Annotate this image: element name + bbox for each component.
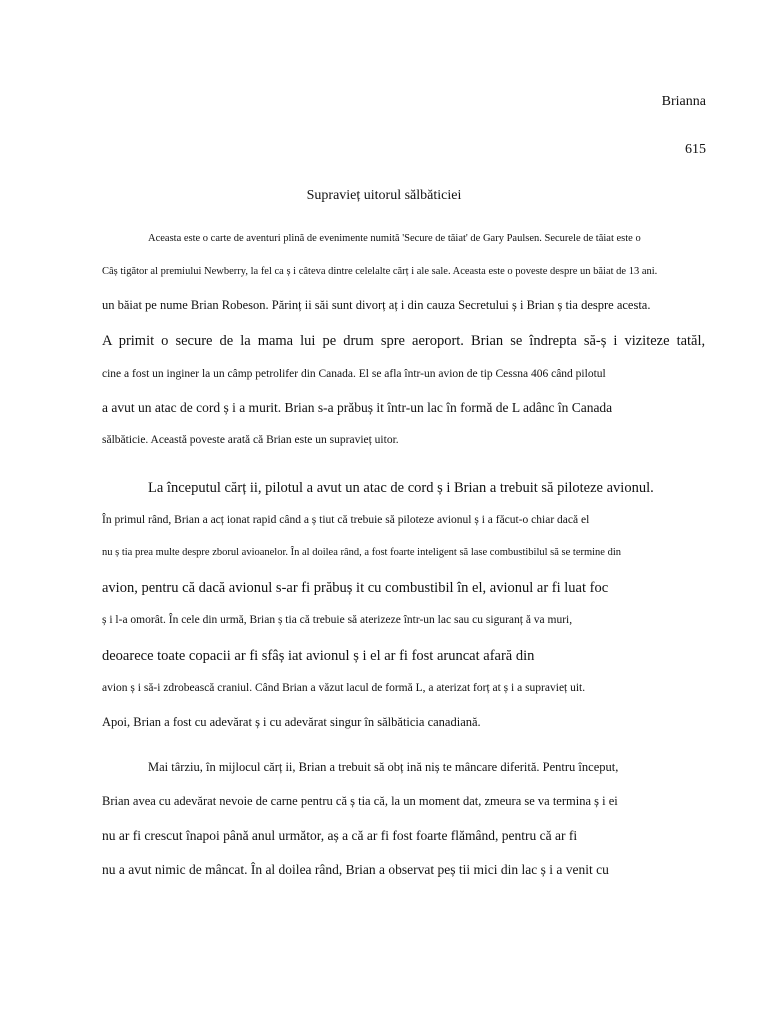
- class-number: 615: [685, 142, 706, 157]
- paragraph-line: nu a avut nimic de mâncat. În al doilea rând, Brian a observat peș tii mici din lac ș i a venit cu: [102, 862, 609, 877]
- paragraph-line: A primit o secure de la mama lui pe drum spre aeroport. Brian se îndrepta să-ș i viziteze tatăl,: [102, 333, 706, 349]
- paragraph-line: Apoi, Brian a fost cu adevărat ș i cu adevărat singur în sălbăticia canadiană.: [102, 715, 481, 729]
- paragraph-line: nu ș tia prea multe despre zborul avioanelor. În al doilea rând, a fost foarte inteligent să lase combustibilul să se termine din: [102, 547, 622, 558]
- paragraph-line: cine a fost un inginer la un câmp petrolifer din Canada. El se afla într-un avion de tip Cessna 406 când pilotul: [102, 368, 606, 380]
- paragraph-line: sălbăticie. Această poveste arată că Brian este un supravieț uitor.: [102, 434, 399, 446]
- paragraph-line: avion ș i să-i zdrobească craniul. Când Brian a văzut lacul de formă L, a aterizat forț at ș i a supravieț uit.: [102, 682, 586, 694]
- paragraph-line: Aceasta este o carte de aventuri plină de evenimente numită 'Secure de tăiat' de Gary Paulsen. Securele de tăiat este o: [148, 233, 641, 244]
- paragraph-line: nu ar fi crescut înapoi până anul următor, aș a că ar fi fost foarte flămând, pentru că ar fi: [102, 828, 578, 843]
- document-title: Supravieț uitorul sălbăticiei: [306, 188, 462, 203]
- paragraph-line: La începutul cărț ii, pilotul a avut un atac de cord ș i Brian a trebuit să piloteze avionul.: [148, 480, 654, 496]
- paragraph-line: avion, pentru că dacă avionul s-ar fi prăbuș it cu combustibil în el, avionul ar fi luat foc: [102, 580, 609, 596]
- paragraph-line: În primul rând, Brian a acț ionat rapid când a ș tiut că trebuie să piloteze avionul ș i a făcut-o chiar dacă el: [102, 514, 590, 526]
- paragraph-line: a avut un atac de cord ș i a murit. Brian s-a prăbuș it într-un lac în formă de L adânc în Canada: [102, 400, 613, 415]
- paragraph-line: un băiat pe nume Brian Robeson. Părinț ii săi sunt divorț aț i din cauza Secretului ș i Brian ș tia despre acesta.: [102, 298, 651, 312]
- paragraph-line: Câș tigător al premiului Newberry, la fel ca ș i câteva dintre celelalte cărț i ale sale. Aceasta este o poveste despre un băiat de 13 ani.: [102, 266, 658, 277]
- paragraph-line: deoarece toate copacii ar fi sfâș iat avionul ș i el ar fi fost aruncat afară din: [102, 648, 535, 664]
- author-name: Brianna: [661, 94, 706, 109]
- paragraph-line: Brian avea cu adevărat nevoie de carne pentru că ș tia că, la un moment dat, zmeura se va termina ș i ei: [102, 794, 618, 808]
- paragraph-line: Mai târziu, în mijlocul cărț ii, Brian a trebuit să obț ină niș te mâncare diferită. Pentru început,: [148, 760, 619, 774]
- paragraph-line: ș i l-a omorât. În cele din urmă, Brian ș tia că trebuie să aterizeze într-un lac sau cu siguranț ă va muri,: [102, 614, 573, 626]
